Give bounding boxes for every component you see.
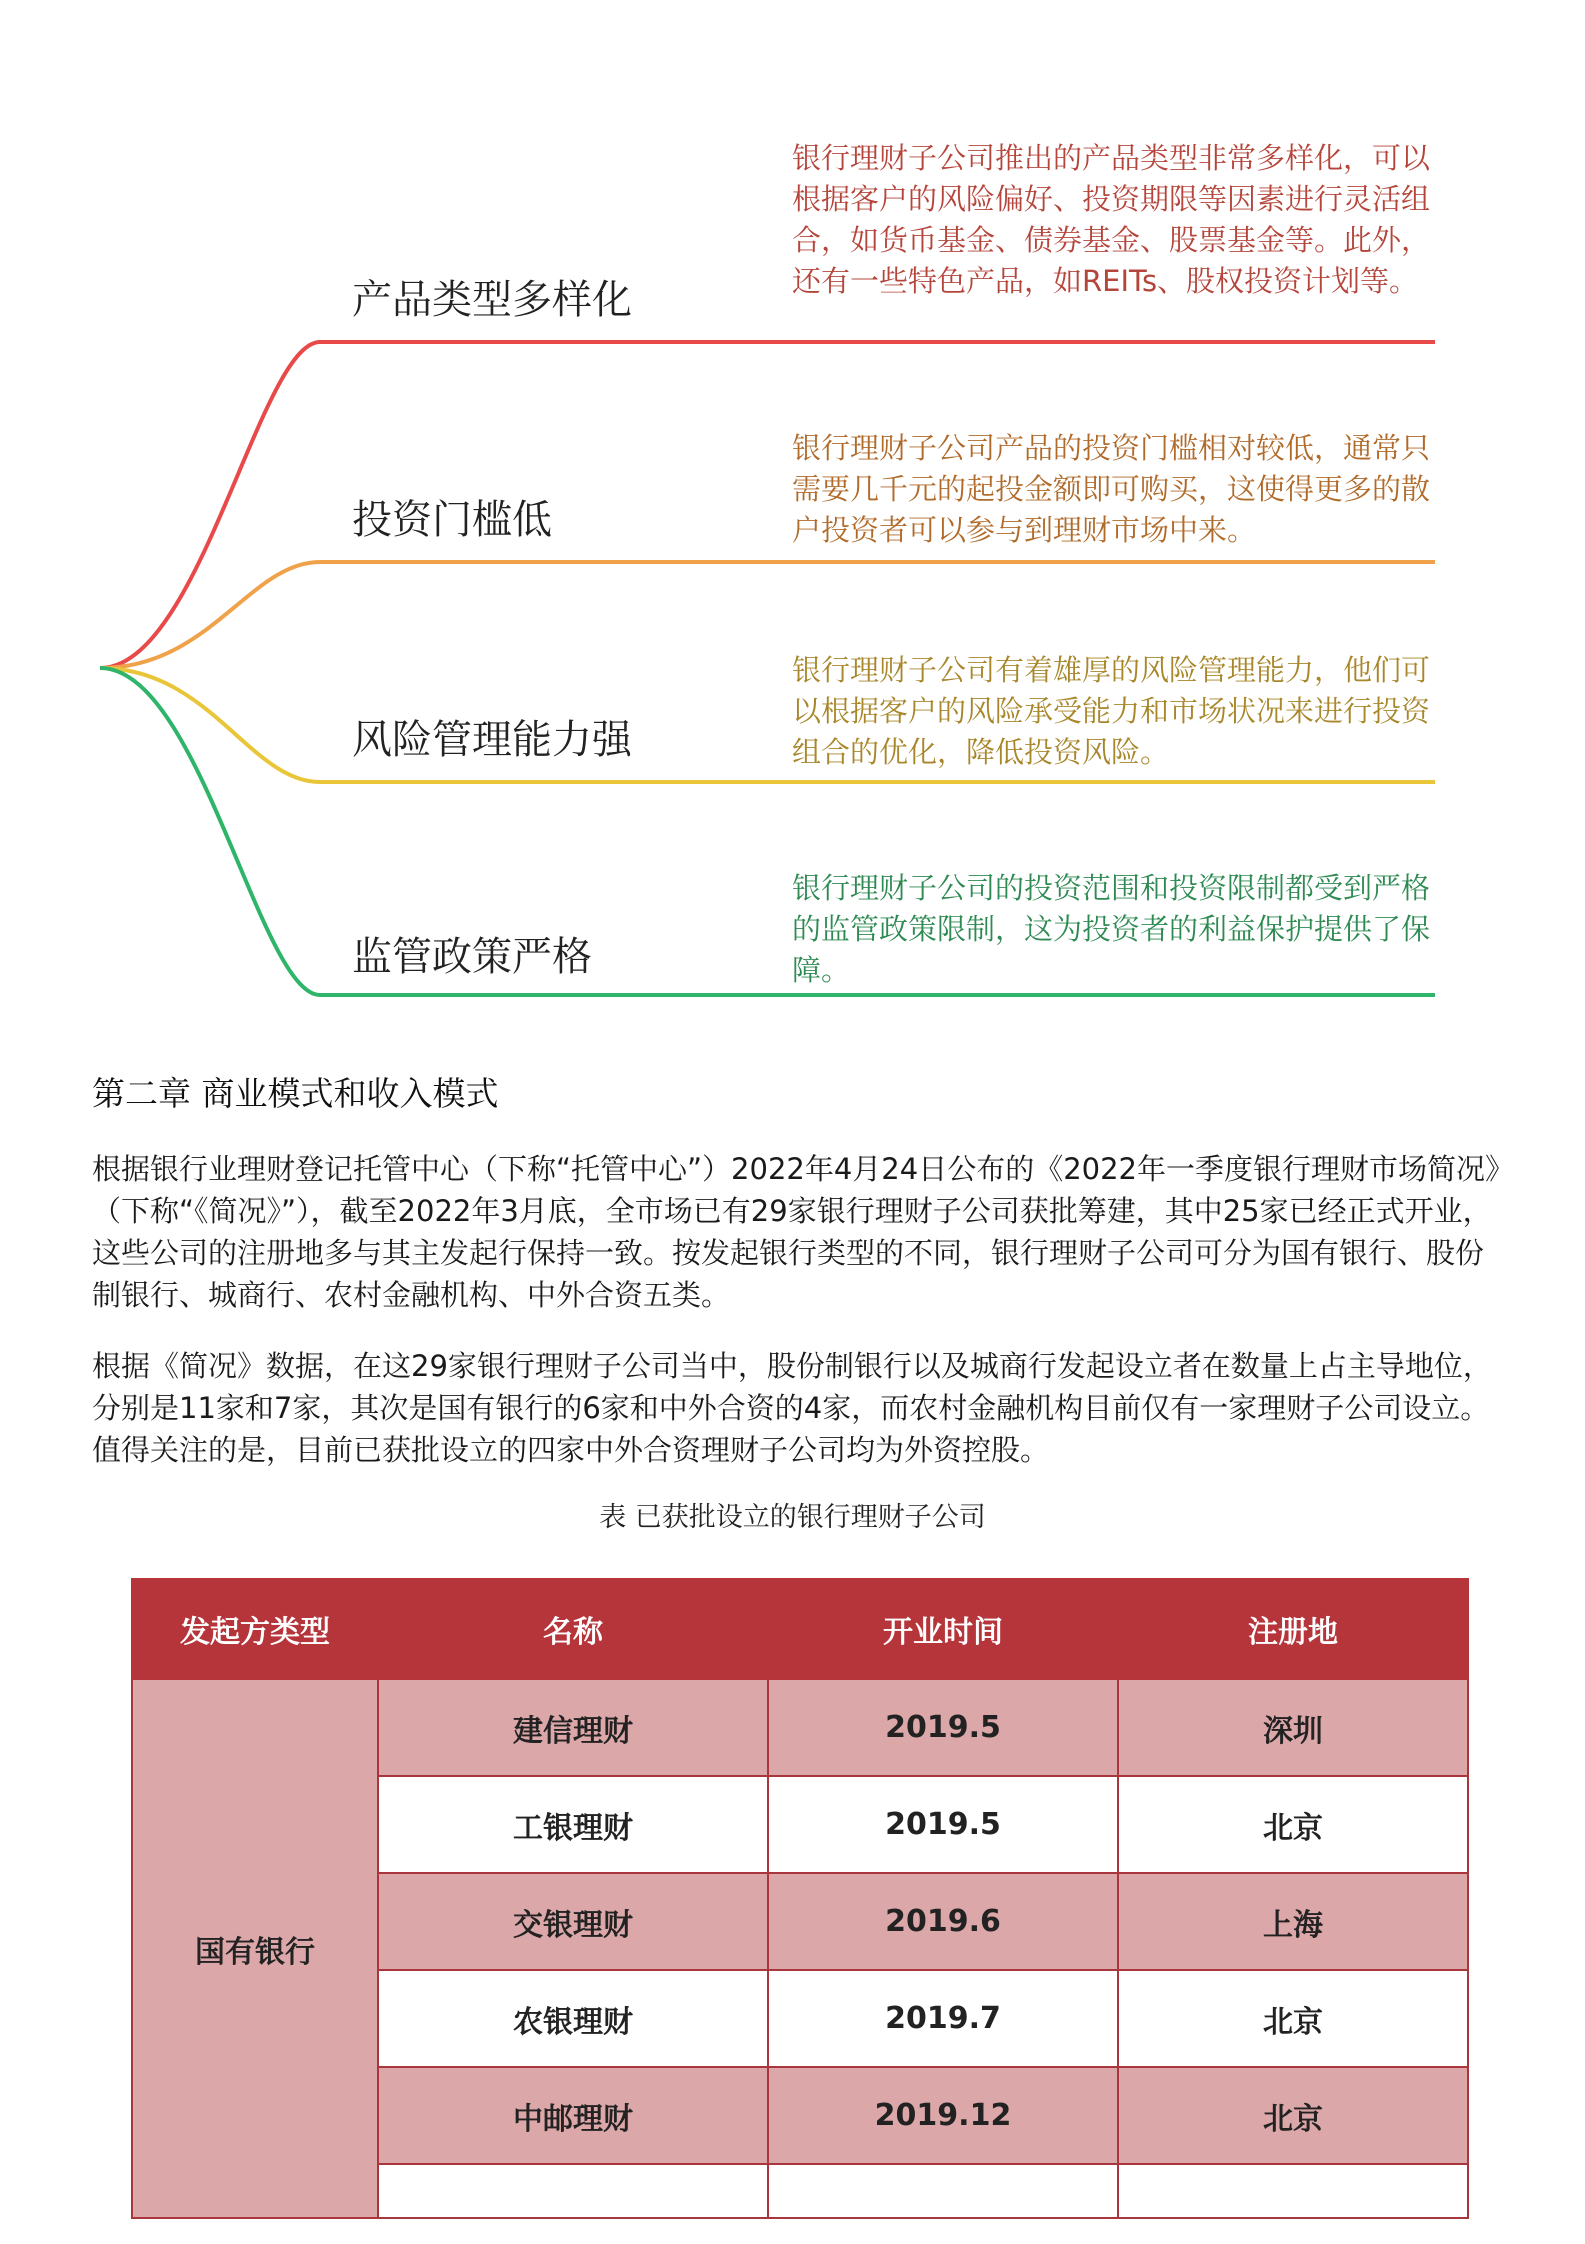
- date-cell: 2019.5: [768, 1776, 1118, 1873]
- place-cell: 北京: [1118, 1970, 1468, 2067]
- table-row: [132, 1679, 1468, 1776]
- name-cell: 农银理财: [378, 1970, 768, 2067]
- group-cell: 国有银行: [132, 1679, 378, 2218]
- branch-desc-2: 银行理财子公司产品的投资门槛相对较低，通常只需要几千元的起投金额即可购买，这使得更多的散户投资者可以参与到理财市场中来。: [792, 431, 1431, 547]
- place-cell: 北京: [1118, 1776, 1468, 1873]
- header-date: 开业时间: [768, 1579, 1118, 1679]
- paragraph-1: 根据银行业理财登记托管中心（下称“托管中心”）2022年4月24日公布的《2022年一季度银行理财市场简况》（下称“《简况》”），截至2022年3月底，全市场已有29家银行理财子公司获批筹建，其中25家已经正式开业，这些公司的注册地多与其主发起行保持一致。按发起银行类型的不同，银行理财子公司可分为国有银行、股份制银行、城商行、农村金融机构、中外合资五类。: [92, 1152, 1500, 1312]
- branch-desc-4: 银行理财子公司的投资范围和投资限制都受到严格的监管政策限制，这为投资者的利益保护提供了保障。: [792, 871, 1431, 987]
- branch-desc-1: 银行理财子公司推出的产品类型非常多样化，可以根据客户的风险偏好、投资期限等因素进行灵活组合，如货币基金、债券基金、股票基金等。此外，还有一些特色产品，如REITs、股权投资计划等。: [792, 141, 1431, 298]
- place-cell: [1118, 2164, 1468, 2218]
- branch-desc-3: 银行理财子公司有着雄厚的风险管理能力，他们可以根据客户的风险承受能力和市场状况来进行投资组合的优化，降低投资风险。: [792, 653, 1431, 769]
- place-cell: 北京: [1118, 2067, 1468, 2164]
- paragraph-2: 根据《简况》数据，在这29家银行理财子公司当中，股份制银行以及城商行发起设立者在数量上占主导地位，分别是11家和7家，其次是国有银行的6家和中外合资的4家，而农村金融机构目前仅有一家理财子公司设立。值得关注的是，目前已获批设立的四家中外合资理财子公司均为外资控股。: [92, 1349, 1492, 1467]
- branch-title-1: 产品类型多样化: [352, 277, 632, 323]
- table-header-row: [132, 1579, 1468, 1679]
- name-cell: [378, 2164, 768, 2218]
- place-cell: 深圳: [1118, 1679, 1468, 1776]
- header-name: 名称: [378, 1579, 768, 1679]
- bank-subsidiary-table: [131, 1578, 1469, 2219]
- table-caption: 表 已获批设立的银行理财子公司: [599, 1502, 986, 1533]
- date-cell: [768, 2164, 1118, 2218]
- date-cell: 2019.7: [768, 1970, 1118, 2067]
- branch-title-4: 监管政策严格: [352, 934, 592, 980]
- branch-title-2: 投资门槛低: [352, 497, 552, 543]
- name-cell: 建信理财: [378, 1679, 768, 1776]
- header-type: 发起方类型: [132, 1579, 378, 1679]
- name-cell: 交银理财: [378, 1873, 768, 1970]
- place-cell: 上海: [1118, 1873, 1468, 1970]
- name-cell: 工银理财: [378, 1776, 768, 1873]
- name-cell: 中邮理财: [378, 2067, 768, 2164]
- header-place: 注册地: [1118, 1579, 1468, 1679]
- date-cell: 2019.12: [768, 2067, 1118, 2164]
- date-cell: 2019.5: [768, 1679, 1118, 1776]
- date-cell: 2019.6: [768, 1873, 1118, 1970]
- branch-title-3: 风险管理能力强: [352, 717, 632, 763]
- chapter-heading: 第二章 商业模式和收入模式: [92, 1074, 499, 1113]
